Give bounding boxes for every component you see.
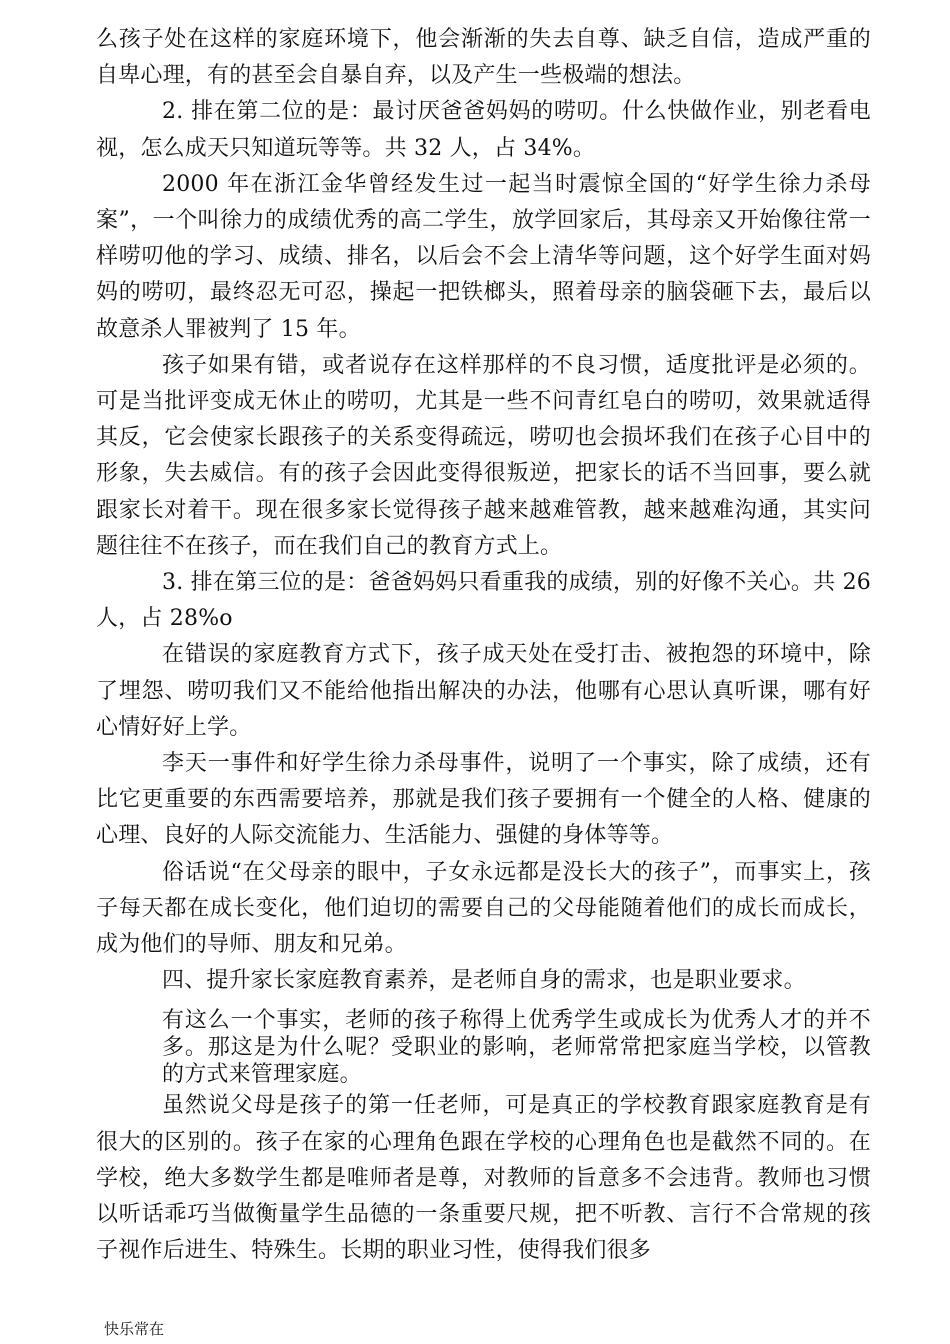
paragraph-item-3: 3. 排在第三位的是：爸爸妈妈只看重我的成绩，别的好像不关心。共 26 人，占 28%o	[96, 570, 871, 632]
paragraph-criticism: 孩子如果有错，或者说存在这样那样的不良习惯，适度批评是必须的。可是当批评变成无休止的唠叨，尤其是一些不问青红皂白的唠叨，效果就适得其反，它会使家长跟孩子的关系变得疏远，唠叨也会损坏我们在孩子心目中的形象，失去威信。有的孩子会因此变得很叛逆，把家长的话不当回事，要么就跟家长对着干。现在很多家长觉得孩子越来越难管教，越来越难沟通，其实问题往往不在孩子，而在我们自己的教育方式上。	[96, 352, 871, 559]
paragraph-continuation: 么孩子处在这样的家庭环境下，他会渐渐的失去自尊、缺乏自信，造成严重的自卑心理，有的甚至会自暴自弃，以及产生一些极端的想法。	[96, 27, 871, 89]
footer-text: 快乐常在	[104, 1320, 165, 1338]
paragraph-proverb: 俗话说“在父母亲的眼中，子女永远都是没长大的孩子”，而事实上，孩子每天都在成长变化，他们迫切的需要自己的父母能随着他们的成长而成长，成为他们的导师、朋友和兄弟。	[96, 859, 871, 958]
paragraph-li-tianyi: 李天一事件和好学生徐力杀母事件，说明了一个事实，除了成绩，还有比它更重要的东西需要培养，那就是我们孩子要拥有一个健全的人格、健康的心理、良好的人际交流能力、生活能力、强健的身体等等。	[96, 751, 871, 849]
paragraph-item-2: 2. 排在第二位的是：最讨厌爸爸妈妈的唠叨。什么快做作业，别老看电视，怎么成天只知道玩等等。共 32 人，占 34%。	[96, 99, 871, 161]
paragraph-closing: 虽然说父母是孩子的第一任老师，可是真正的学校教育跟家庭教育是有很大的区别的。孩子在家的心理角色跟在学校的心理角色也是截然不同的。在学校，绝大多数学生都是唯师者是尊，对教师的旨意多不会违背。教师也习惯以听话乖巧当做衡量学生品德的一条重要尺规，把不听教、言行不合常规的孩子视作后进生、特殊生。长期的职业习性，使得我们很多	[96, 1093, 871, 1264]
paragraph-wrong-education: 在错误的家庭教育方式下，孩子成天处在受打击、被抱怨的环境中，除了埋怨、唠叨我们又不能给他指出解决的办法，他哪有心思认真听课，哪有好心情好好上学。	[96, 642, 871, 740]
paragraph-xuli-case: 2000 年在浙江金华曾经发生过一起当时震惊全国的“好学生徐力杀母案”，一个叫徐力的成绩优秀的高二学生，放学回家后，其母亲又开始像往常一样唠叨他的学习、成绩、排名，以后会不会上清华等问题，这个好学生面对妈妈的唠叨，最终忍无可忍，操起一把铁榔头，照着母亲的脑袋砸下去，最后以故意杀人罪被判了 15 年。	[96, 171, 871, 342]
section-heading-four: 四、提升家长家庭教育素养，是老师自身的需求，也是职业要求。	[162, 968, 806, 994]
quote-paragraph: 有这么一个事实，老师的孩子称得上优秀学生或成长为优秀人才的并不多。那这是为什么呢？受职业的影响，老师常常把家庭当学校，以管教的方式来管理家庭。	[162, 1008, 871, 1088]
document-page	[96, 22, 871, 1270]
